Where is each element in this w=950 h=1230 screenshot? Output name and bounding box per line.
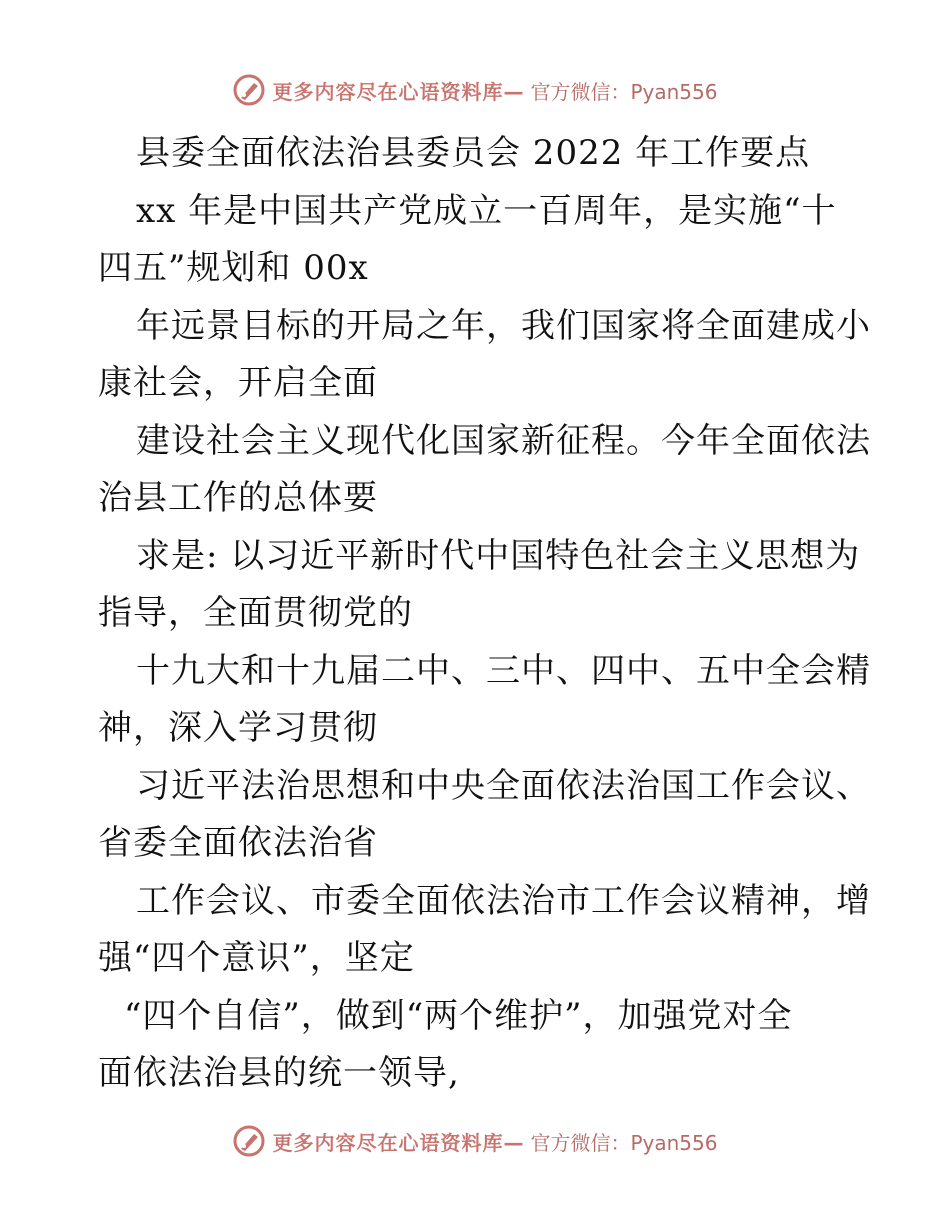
document-body [98,125,871,1103]
paragraph-line: 工作会议、市委全面依法治市工作会议精神，增 [136,880,871,921]
paragraph-line: 省委全面依法治省 [98,823,378,863]
paragraph-line: xx 年是中国共产党成立一百周年，是实施“十 [136,190,837,231]
document-title: 县委全面依法治县委员会 2022 年工作要点 [136,133,811,173]
watermark-contact: 官方微信：Pyan556 [530,1130,718,1155]
footer-watermark [0,1121,950,1161]
pen-circle-logo-icon [232,1124,266,1158]
watermark-text: 更多内容尽在心语资料库— [272,1130,525,1155]
paragraph-line: 治县工作的总体要 [98,478,378,518]
paragraph-line: 康社会，开启全面 [98,363,378,403]
paragraph-line: 强“四个意识”，坚定 [98,938,415,978]
pen-circle-logo-icon [232,73,266,107]
paragraph-line: “四个自信”，做到“两个维护”，加强党对全 [124,995,793,1036]
paragraph-line: 神，深入学习贯彻 [98,708,378,748]
paragraph-line: 指导，全面贯彻党的 [98,593,413,633]
paragraph-line: 四五”规划和 00x [98,248,369,288]
paragraph-line: 建设社会主义现代化国家新征程。今年全面依法 [136,420,871,461]
watermark-contact: 官方微信：Pyan556 [530,79,718,104]
header-watermark [0,70,950,110]
paragraph-line: 面依法治县的统一领导, [98,1053,460,1093]
paragraph-line: 习近平法治思想和中央全面依法治国工作会议、 [136,765,871,806]
watermark-text: 更多内容尽在心语资料库— [272,79,525,104]
paragraph-line: 年远景目标的开局之年，我们国家将全面建成小 [136,305,871,346]
paragraph-line: 十九大和十九届二中、三中、四中、五中全会精 [136,650,871,691]
paragraph-line: 求是: 以习近平新时代中国特色社会主义思想为 [136,535,861,576]
